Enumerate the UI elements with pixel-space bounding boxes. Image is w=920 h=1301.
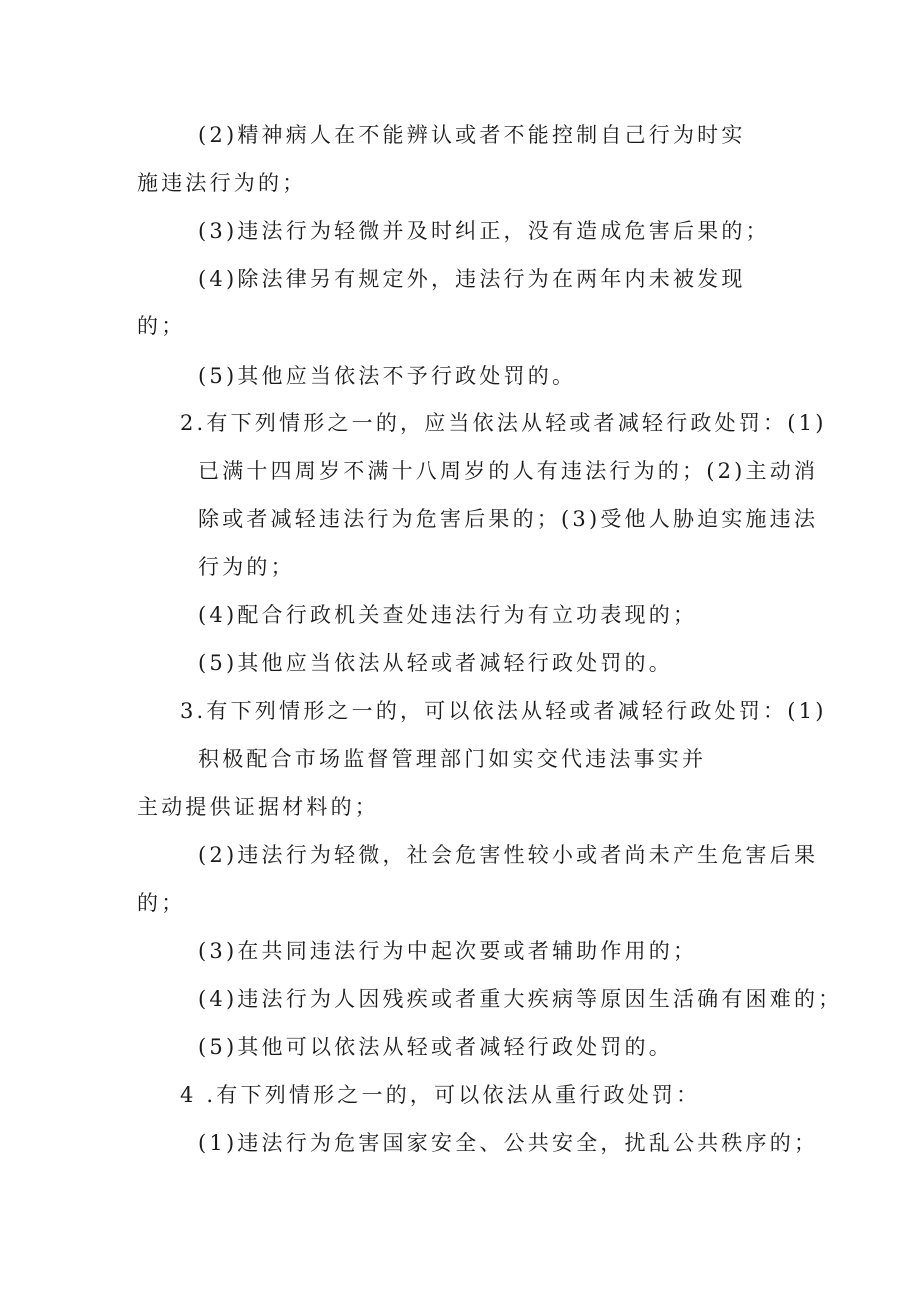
text-line: (2)违法行为轻微，社会危害性较小或者尚未产生危害后果 [198, 843, 819, 867]
text-line: (4)违法行为人因残疾或者重大疾病等原因生活确有困难的； [198, 987, 843, 1011]
text-line: 的； [137, 891, 186, 915]
text-line: (4)除法律另有规定外，违法行为在两年内未被发现 [198, 267, 746, 291]
text-line: 的； [137, 314, 186, 338]
text-line: 行为的； [198, 555, 295, 579]
text-line: (4)配合行政机关查处违法行为有立功表现的； [198, 603, 698, 627]
text-line: 主动提供证据材料的； [137, 795, 379, 819]
text-line: (1)违法行为危害国家安全、公共安全，扰乱公共秩序的； [198, 1131, 819, 1155]
text-line: (3)违法行为轻微并及时纠正，没有造成危害后果的； [198, 219, 770, 243]
text-line: (5)其他应当依法从轻或者减轻行政处罚的。 [198, 651, 673, 675]
text-line: 积极配合市场监督管理部门如实交代违法事实并 [198, 747, 707, 771]
text-line: 除或者减轻违法行为危害后果的；(3)受他人胁迫实施违法 [198, 507, 819, 531]
text-line: (3)在共同违法行为中起次要或者辅助作用的； [198, 939, 698, 963]
text-line: (5)其他可以依法从轻或者减轻行政处罚的。 [198, 1035, 673, 1059]
text-line: 已满十四周岁不满十八周岁的人有违法行为的；(2)主动消 [198, 459, 819, 483]
text-line: (2)精神病人在不能辨认或者不能控制自己行为时实 [198, 123, 746, 147]
text-line: 3.有下列情形之一的，可以依法从轻或者减轻行政处罚：(1) [180, 699, 827, 723]
text-line: 施违法行为的； [137, 171, 307, 195]
text-line: (5)其他应当依法不予行政处罚的。 [198, 364, 577, 388]
text-line: 4 .有下列情形之一的，可以依法从重行政处罚： [180, 1083, 701, 1107]
text-line: 2.有下列情形之一的，应当依法从轻或者减轻行政处罚：(1) [180, 411, 827, 435]
